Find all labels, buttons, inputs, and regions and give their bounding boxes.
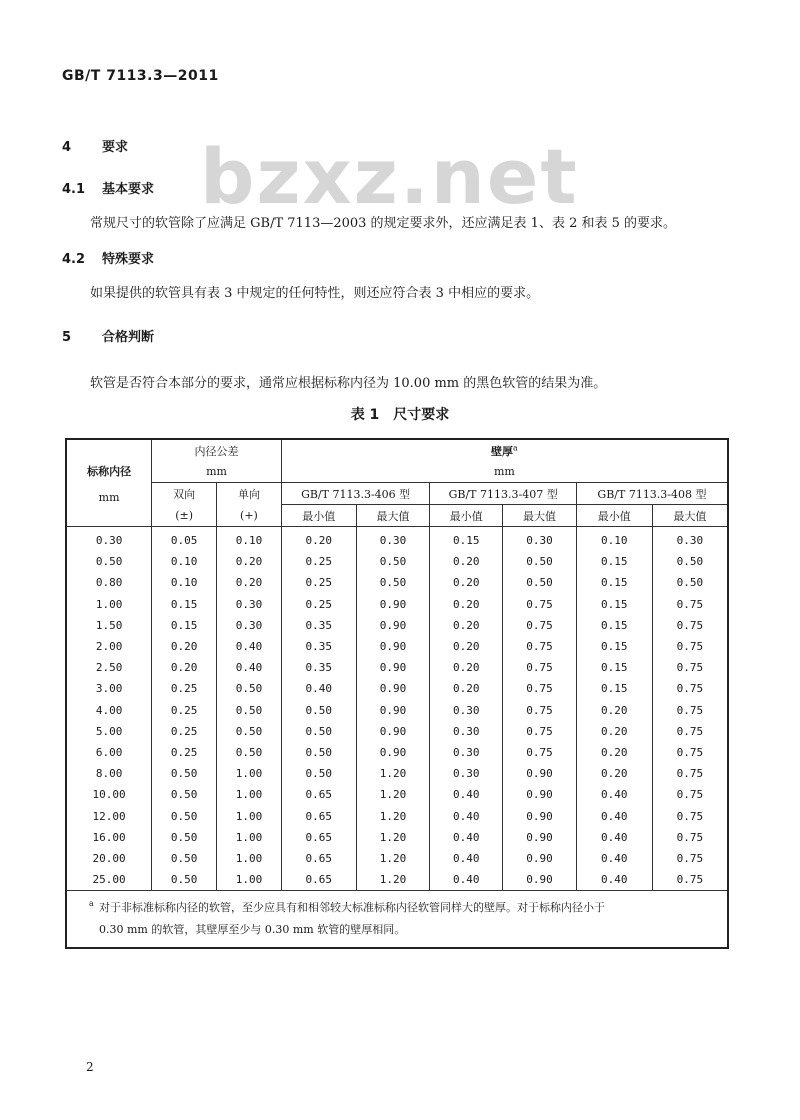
unilateral-sign: (+) bbox=[217, 505, 282, 527]
cell-nominal-diameter: 20.00 bbox=[66, 848, 152, 869]
table-row bbox=[66, 827, 728, 848]
watermark: bzxz.net bbox=[200, 132, 579, 221]
table-row bbox=[66, 721, 728, 742]
cell-nominal-diameter: 0.80 bbox=[66, 572, 152, 593]
cell-wall-406-min: 0.65 bbox=[281, 869, 356, 891]
table-row bbox=[66, 848, 728, 869]
cell-wall-407-min: 0.30 bbox=[430, 742, 503, 763]
footnote-line-2: 0.30 mm 的软管，其壁厚至少与 0.30 mm 软管的壁厚相同。 bbox=[99, 923, 406, 937]
cell-wall-408-max: 0.75 bbox=[652, 869, 728, 891]
cell-tolerance-unilateral: 1.00 bbox=[217, 869, 282, 891]
cell-tolerance-unilateral: 0.50 bbox=[217, 700, 282, 721]
cell-wall-407-max: 0.75 bbox=[503, 657, 577, 678]
header-min-407: 最小值 bbox=[430, 505, 503, 527]
cell-wall-406-max: 0.50 bbox=[356, 551, 430, 572]
cell-tolerance-bilateral: 0.10 bbox=[152, 572, 217, 593]
cell-wall-408-min: 0.20 bbox=[576, 742, 652, 763]
cell-nominal-diameter: 1.50 bbox=[66, 615, 152, 636]
cell-tolerance-bilateral: 0.15 bbox=[152, 594, 217, 615]
cell-wall-406-min: 0.50 bbox=[281, 700, 356, 721]
cell-wall-408-min: 0.15 bbox=[576, 551, 652, 572]
cell-tolerance-unilateral: 0.40 bbox=[217, 636, 282, 657]
document-id: GB/T 7113.3—2011 bbox=[62, 68, 219, 84]
cell-wall-408-max: 0.75 bbox=[652, 615, 728, 636]
cell-wall-408-max: 0.75 bbox=[652, 742, 728, 763]
table-body bbox=[66, 527, 728, 891]
cell-tolerance-bilateral: 0.50 bbox=[152, 869, 217, 891]
section-5-heading bbox=[62, 326, 154, 345]
cell-tolerance-bilateral: 0.20 bbox=[152, 636, 217, 657]
cell-tolerance-unilateral: 1.00 bbox=[217, 827, 282, 848]
cell-tolerance-bilateral: 0.05 bbox=[152, 527, 217, 552]
cell-wall-408-min: 0.15 bbox=[576, 678, 652, 699]
cell-wall-407-max: 0.75 bbox=[503, 615, 577, 636]
cell-wall-407-max: 0.75 bbox=[503, 742, 577, 763]
table-row bbox=[66, 869, 728, 891]
cell-tolerance-bilateral: 0.50 bbox=[152, 805, 217, 826]
cell-wall-406-max: 0.90 bbox=[356, 700, 430, 721]
cell-wall-408-min: 0.15 bbox=[576, 636, 652, 657]
cell-tolerance-unilateral: 0.20 bbox=[217, 551, 282, 572]
cell-wall-406-min: 0.50 bbox=[281, 721, 356, 742]
cell-wall-408-min: 0.20 bbox=[576, 721, 652, 742]
cell-wall-406-max: 1.20 bbox=[356, 763, 430, 784]
cell-wall-407-min: 0.40 bbox=[430, 805, 503, 826]
cell-wall-406-min: 0.50 bbox=[281, 742, 356, 763]
header-nominal bbox=[66, 439, 152, 527]
cell-wall-406-max: 1.20 bbox=[356, 848, 430, 869]
cell-wall-406-max: 0.50 bbox=[356, 572, 430, 593]
cell-wall-406-min: 0.40 bbox=[281, 678, 356, 699]
cell-wall-408-max: 0.30 bbox=[652, 527, 728, 552]
table-title: 表 1 尺寸要求 bbox=[350, 407, 450, 423]
cell-tolerance-bilateral: 0.15 bbox=[152, 615, 217, 636]
table-row bbox=[66, 742, 728, 763]
table-row bbox=[66, 805, 728, 826]
cell-tolerance-unilateral: 1.00 bbox=[217, 848, 282, 869]
header-min-408: 最小值 bbox=[576, 505, 652, 527]
cell-wall-408-min: 0.40 bbox=[576, 784, 652, 805]
cell-tolerance-bilateral: 0.20 bbox=[152, 657, 217, 678]
cell-wall-407-max: 0.50 bbox=[503, 551, 577, 572]
cell-wall-407-max: 0.30 bbox=[503, 527, 577, 552]
cell-wall-408-min: 0.40 bbox=[576, 869, 652, 891]
cell-nominal-diameter: 2.50 bbox=[66, 657, 152, 678]
cell-wall-408-max: 0.75 bbox=[652, 700, 728, 721]
cell-wall-408-min: 0.15 bbox=[576, 572, 652, 593]
cell-wall-407-min: 0.40 bbox=[430, 784, 503, 805]
section-5-text: 软管是否符合本部分的要求，通常应根据标称内径为 10.00 mm 的黑色软管的结果为准。 bbox=[90, 376, 607, 391]
cell-wall-407-max: 0.90 bbox=[503, 805, 577, 826]
cell-nominal-diameter: 10.00 bbox=[66, 784, 152, 805]
cell-wall-408-max: 0.50 bbox=[652, 572, 728, 593]
cell-wall-408-max: 0.75 bbox=[652, 721, 728, 742]
cell-wall-407-max: 0.75 bbox=[503, 678, 577, 699]
cell-wall-406-min: 0.25 bbox=[281, 551, 356, 572]
cell-nominal-diameter: 25.00 bbox=[66, 869, 152, 891]
nominal-label: 标称内径 bbox=[87, 464, 132, 478]
cell-wall-407-max: 0.75 bbox=[503, 594, 577, 615]
section-title: 基本要求 bbox=[102, 182, 155, 197]
cell-wall-406-min: 0.20 bbox=[281, 527, 356, 552]
cell-tolerance-unilateral: 0.30 bbox=[217, 594, 282, 615]
cell-wall-406-max: 0.90 bbox=[356, 615, 430, 636]
cell-wall-406-max: 1.20 bbox=[356, 869, 430, 891]
cell-wall-407-min: 0.20 bbox=[430, 657, 503, 678]
header-max-407: 最大值 bbox=[503, 505, 577, 527]
table-row bbox=[66, 657, 728, 678]
cell-wall-407-max: 0.90 bbox=[503, 763, 577, 784]
cell-wall-407-min: 0.40 bbox=[430, 869, 503, 891]
table-row bbox=[66, 551, 728, 572]
cell-wall-408-min: 0.20 bbox=[576, 700, 652, 721]
cell-wall-407-min: 0.20 bbox=[430, 594, 503, 615]
cell-wall-408-min: 0.15 bbox=[576, 657, 652, 678]
wall-unit: mm bbox=[281, 461, 728, 483]
cell-wall-408-min: 0.40 bbox=[576, 848, 652, 869]
cell-wall-406-min: 0.25 bbox=[281, 594, 356, 615]
nominal-unit: mm bbox=[98, 490, 120, 504]
cell-tolerance-unilateral: 1.00 bbox=[217, 784, 282, 805]
header-min-406: 最小值 bbox=[281, 505, 356, 527]
cell-wall-408-max: 0.75 bbox=[652, 848, 728, 869]
section-number: 4 bbox=[62, 140, 72, 155]
table-row bbox=[66, 784, 728, 805]
cell-wall-407-min: 0.30 bbox=[430, 763, 503, 784]
cell-nominal-diameter: 12.00 bbox=[66, 805, 152, 826]
table-row bbox=[66, 572, 728, 593]
bilateral-sign: (±) bbox=[152, 505, 217, 527]
cell-wall-408-min: 0.40 bbox=[576, 827, 652, 848]
cell-tolerance-unilateral: 0.40 bbox=[217, 657, 282, 678]
section-number: 4.2 bbox=[62, 252, 86, 267]
cell-nominal-diameter: 3.00 bbox=[66, 678, 152, 699]
header-max-406: 最大值 bbox=[356, 505, 430, 527]
cell-wall-408-max: 0.75 bbox=[652, 784, 728, 805]
cell-nominal-diameter: 6.00 bbox=[66, 742, 152, 763]
cell-tolerance-bilateral: 0.50 bbox=[152, 827, 217, 848]
page-number: 2 bbox=[86, 1060, 94, 1074]
cell-wall-406-min: 0.25 bbox=[281, 572, 356, 593]
cell-wall-407-max: 0.90 bbox=[503, 827, 577, 848]
cell-wall-408-min: 0.20 bbox=[576, 763, 652, 784]
cell-nominal-diameter: 8.00 bbox=[66, 763, 152, 784]
table-footnote bbox=[66, 891, 728, 949]
wall-label: 壁厚 bbox=[491, 444, 514, 458]
section-number: 4.1 bbox=[62, 182, 86, 197]
cell-tolerance-unilateral: 0.20 bbox=[217, 572, 282, 593]
cell-wall-407-max: 0.75 bbox=[503, 636, 577, 657]
cell-wall-406-min: 0.65 bbox=[281, 848, 356, 869]
cell-tolerance-unilateral: 0.30 bbox=[217, 615, 282, 636]
cell-wall-407-min: 0.30 bbox=[430, 721, 503, 742]
section-4-heading bbox=[62, 136, 128, 155]
table-row bbox=[66, 763, 728, 784]
cell-tolerance-bilateral: 0.50 bbox=[152, 848, 217, 869]
cell-wall-406-min: 0.35 bbox=[281, 636, 356, 657]
cell-tolerance-unilateral: 0.10 bbox=[217, 527, 282, 552]
cell-wall-407-max: 0.50 bbox=[503, 572, 577, 593]
cell-wall-407-min: 0.20 bbox=[430, 636, 503, 657]
section-title: 特殊要求 bbox=[102, 252, 155, 267]
cell-wall-406-max: 0.90 bbox=[356, 742, 430, 763]
cell-wall-408-min: 0.40 bbox=[576, 805, 652, 826]
cell-wall-407-min: 0.15 bbox=[430, 527, 503, 552]
cell-tolerance-bilateral: 0.25 bbox=[152, 678, 217, 699]
cell-wall-407-max: 0.90 bbox=[503, 784, 577, 805]
cell-wall-407-min: 0.30 bbox=[430, 700, 503, 721]
footnote-mark: a bbox=[89, 899, 94, 909]
cell-wall-407-min: 0.20 bbox=[430, 551, 503, 572]
header-type-408: GB/T 7113.3-408 型 bbox=[576, 483, 728, 505]
cell-wall-406-max: 0.90 bbox=[356, 721, 430, 742]
cell-nominal-diameter: 2.00 bbox=[66, 636, 152, 657]
cell-wall-408-max: 0.75 bbox=[652, 827, 728, 848]
cell-wall-406-max: 0.90 bbox=[356, 657, 430, 678]
header-wall bbox=[281, 439, 728, 461]
tolerance-unit: mm bbox=[152, 461, 282, 483]
cell-wall-408-max: 0.50 bbox=[652, 551, 728, 572]
cell-nominal-diameter: 16.00 bbox=[66, 827, 152, 848]
header-type-406: GB/T 7113.3-406 型 bbox=[281, 483, 430, 505]
section-4-2-heading bbox=[62, 248, 154, 267]
cell-wall-408-max: 0.75 bbox=[652, 763, 728, 784]
cell-nominal-diameter: 4.00 bbox=[66, 700, 152, 721]
cell-wall-408-max: 0.75 bbox=[652, 805, 728, 826]
cell-tolerance-bilateral: 0.50 bbox=[152, 784, 217, 805]
cell-wall-406-min: 0.65 bbox=[281, 784, 356, 805]
cell-wall-406-max: 1.20 bbox=[356, 784, 430, 805]
cell-wall-408-min: 0.15 bbox=[576, 594, 652, 615]
table-row bbox=[66, 594, 728, 615]
section-title: 要求 bbox=[102, 140, 129, 155]
cell-wall-406-min: 0.65 bbox=[281, 805, 356, 826]
cell-wall-406-min: 0.35 bbox=[281, 615, 356, 636]
cell-wall-408-max: 0.75 bbox=[652, 657, 728, 678]
cell-wall-406-max: 0.90 bbox=[356, 636, 430, 657]
cell-wall-407-min: 0.20 bbox=[430, 572, 503, 593]
header-tolerance: 内径公差 bbox=[152, 439, 282, 461]
cell-tolerance-unilateral: 0.50 bbox=[217, 721, 282, 742]
cell-wall-406-min: 0.35 bbox=[281, 657, 356, 678]
cell-tolerance-unilateral: 0.50 bbox=[217, 678, 282, 699]
cell-nominal-diameter: 0.50 bbox=[66, 551, 152, 572]
cell-nominal-diameter: 1.00 bbox=[66, 594, 152, 615]
dimension-table bbox=[65, 438, 729, 949]
cell-wall-406-max: 0.90 bbox=[356, 678, 430, 699]
header-max-408: 最大值 bbox=[652, 505, 728, 527]
section-4-1-text: 常规尺寸的软管除了应满足 GB/T 7113—2003 的规定要求外，还应满足表 1、表 2 和表 5 的要求。 bbox=[90, 216, 677, 231]
cell-wall-406-max: 1.20 bbox=[356, 827, 430, 848]
cell-wall-406-min: 0.50 bbox=[281, 763, 356, 784]
table-row bbox=[66, 700, 728, 721]
cell-wall-407-min: 0.20 bbox=[430, 615, 503, 636]
header-type-407: GB/T 7113.3-407 型 bbox=[430, 483, 577, 505]
footnote-line-1: 对于非标准标称内径的软管，至少应具有和相邻较大标准标称内径软管同样大的壁厚。对于标称内径小于 bbox=[99, 901, 605, 915]
cell-wall-406-max: 0.30 bbox=[356, 527, 430, 552]
cell-tolerance-bilateral: 0.25 bbox=[152, 721, 217, 742]
cell-wall-407-min: 0.20 bbox=[430, 678, 503, 699]
section-title: 合格判断 bbox=[102, 330, 155, 345]
table-row bbox=[66, 527, 728, 552]
section-4-1-heading bbox=[62, 178, 154, 197]
cell-wall-408-min: 0.15 bbox=[576, 615, 652, 636]
cell-wall-408-max: 0.75 bbox=[652, 678, 728, 699]
cell-tolerance-unilateral: 0.50 bbox=[217, 742, 282, 763]
cell-wall-408-min: 0.10 bbox=[576, 527, 652, 552]
cell-tolerance-bilateral: 0.25 bbox=[152, 700, 217, 721]
cell-wall-406-max: 1.20 bbox=[356, 805, 430, 826]
table-row bbox=[66, 615, 728, 636]
cell-wall-408-max: 0.75 bbox=[652, 594, 728, 615]
header-bilateral: 双向 bbox=[152, 483, 217, 505]
cell-tolerance-bilateral: 0.25 bbox=[152, 742, 217, 763]
cell-tolerance-bilateral: 0.50 bbox=[152, 763, 217, 784]
cell-wall-407-max: 0.90 bbox=[503, 848, 577, 869]
section-4-2-text: 如果提供的软管具有表 3 中规定的任何特性，则还应符合表 3 中相应的要求。 bbox=[90, 286, 540, 301]
cell-wall-407-max: 0.75 bbox=[503, 721, 577, 742]
cell-wall-407-min: 0.40 bbox=[430, 848, 503, 869]
wall-footnote-mark: a bbox=[513, 442, 518, 452]
cell-nominal-diameter: 5.00 bbox=[66, 721, 152, 742]
table-row bbox=[66, 678, 728, 699]
header-unilateral: 单向 bbox=[217, 483, 282, 505]
cell-wall-407-max: 0.75 bbox=[503, 700, 577, 721]
cell-wall-407-min: 0.40 bbox=[430, 827, 503, 848]
cell-wall-406-max: 0.90 bbox=[356, 594, 430, 615]
cell-tolerance-bilateral: 0.10 bbox=[152, 551, 217, 572]
table-row bbox=[66, 636, 728, 657]
cell-nominal-diameter: 0.30 bbox=[66, 527, 152, 552]
cell-wall-407-max: 0.90 bbox=[503, 869, 577, 891]
section-number: 5 bbox=[62, 330, 72, 345]
cell-tolerance-unilateral: 1.00 bbox=[217, 763, 282, 784]
cell-tolerance-unilateral: 1.00 bbox=[217, 805, 282, 826]
cell-wall-406-min: 0.65 bbox=[281, 827, 356, 848]
cell-wall-408-max: 0.75 bbox=[652, 636, 728, 657]
